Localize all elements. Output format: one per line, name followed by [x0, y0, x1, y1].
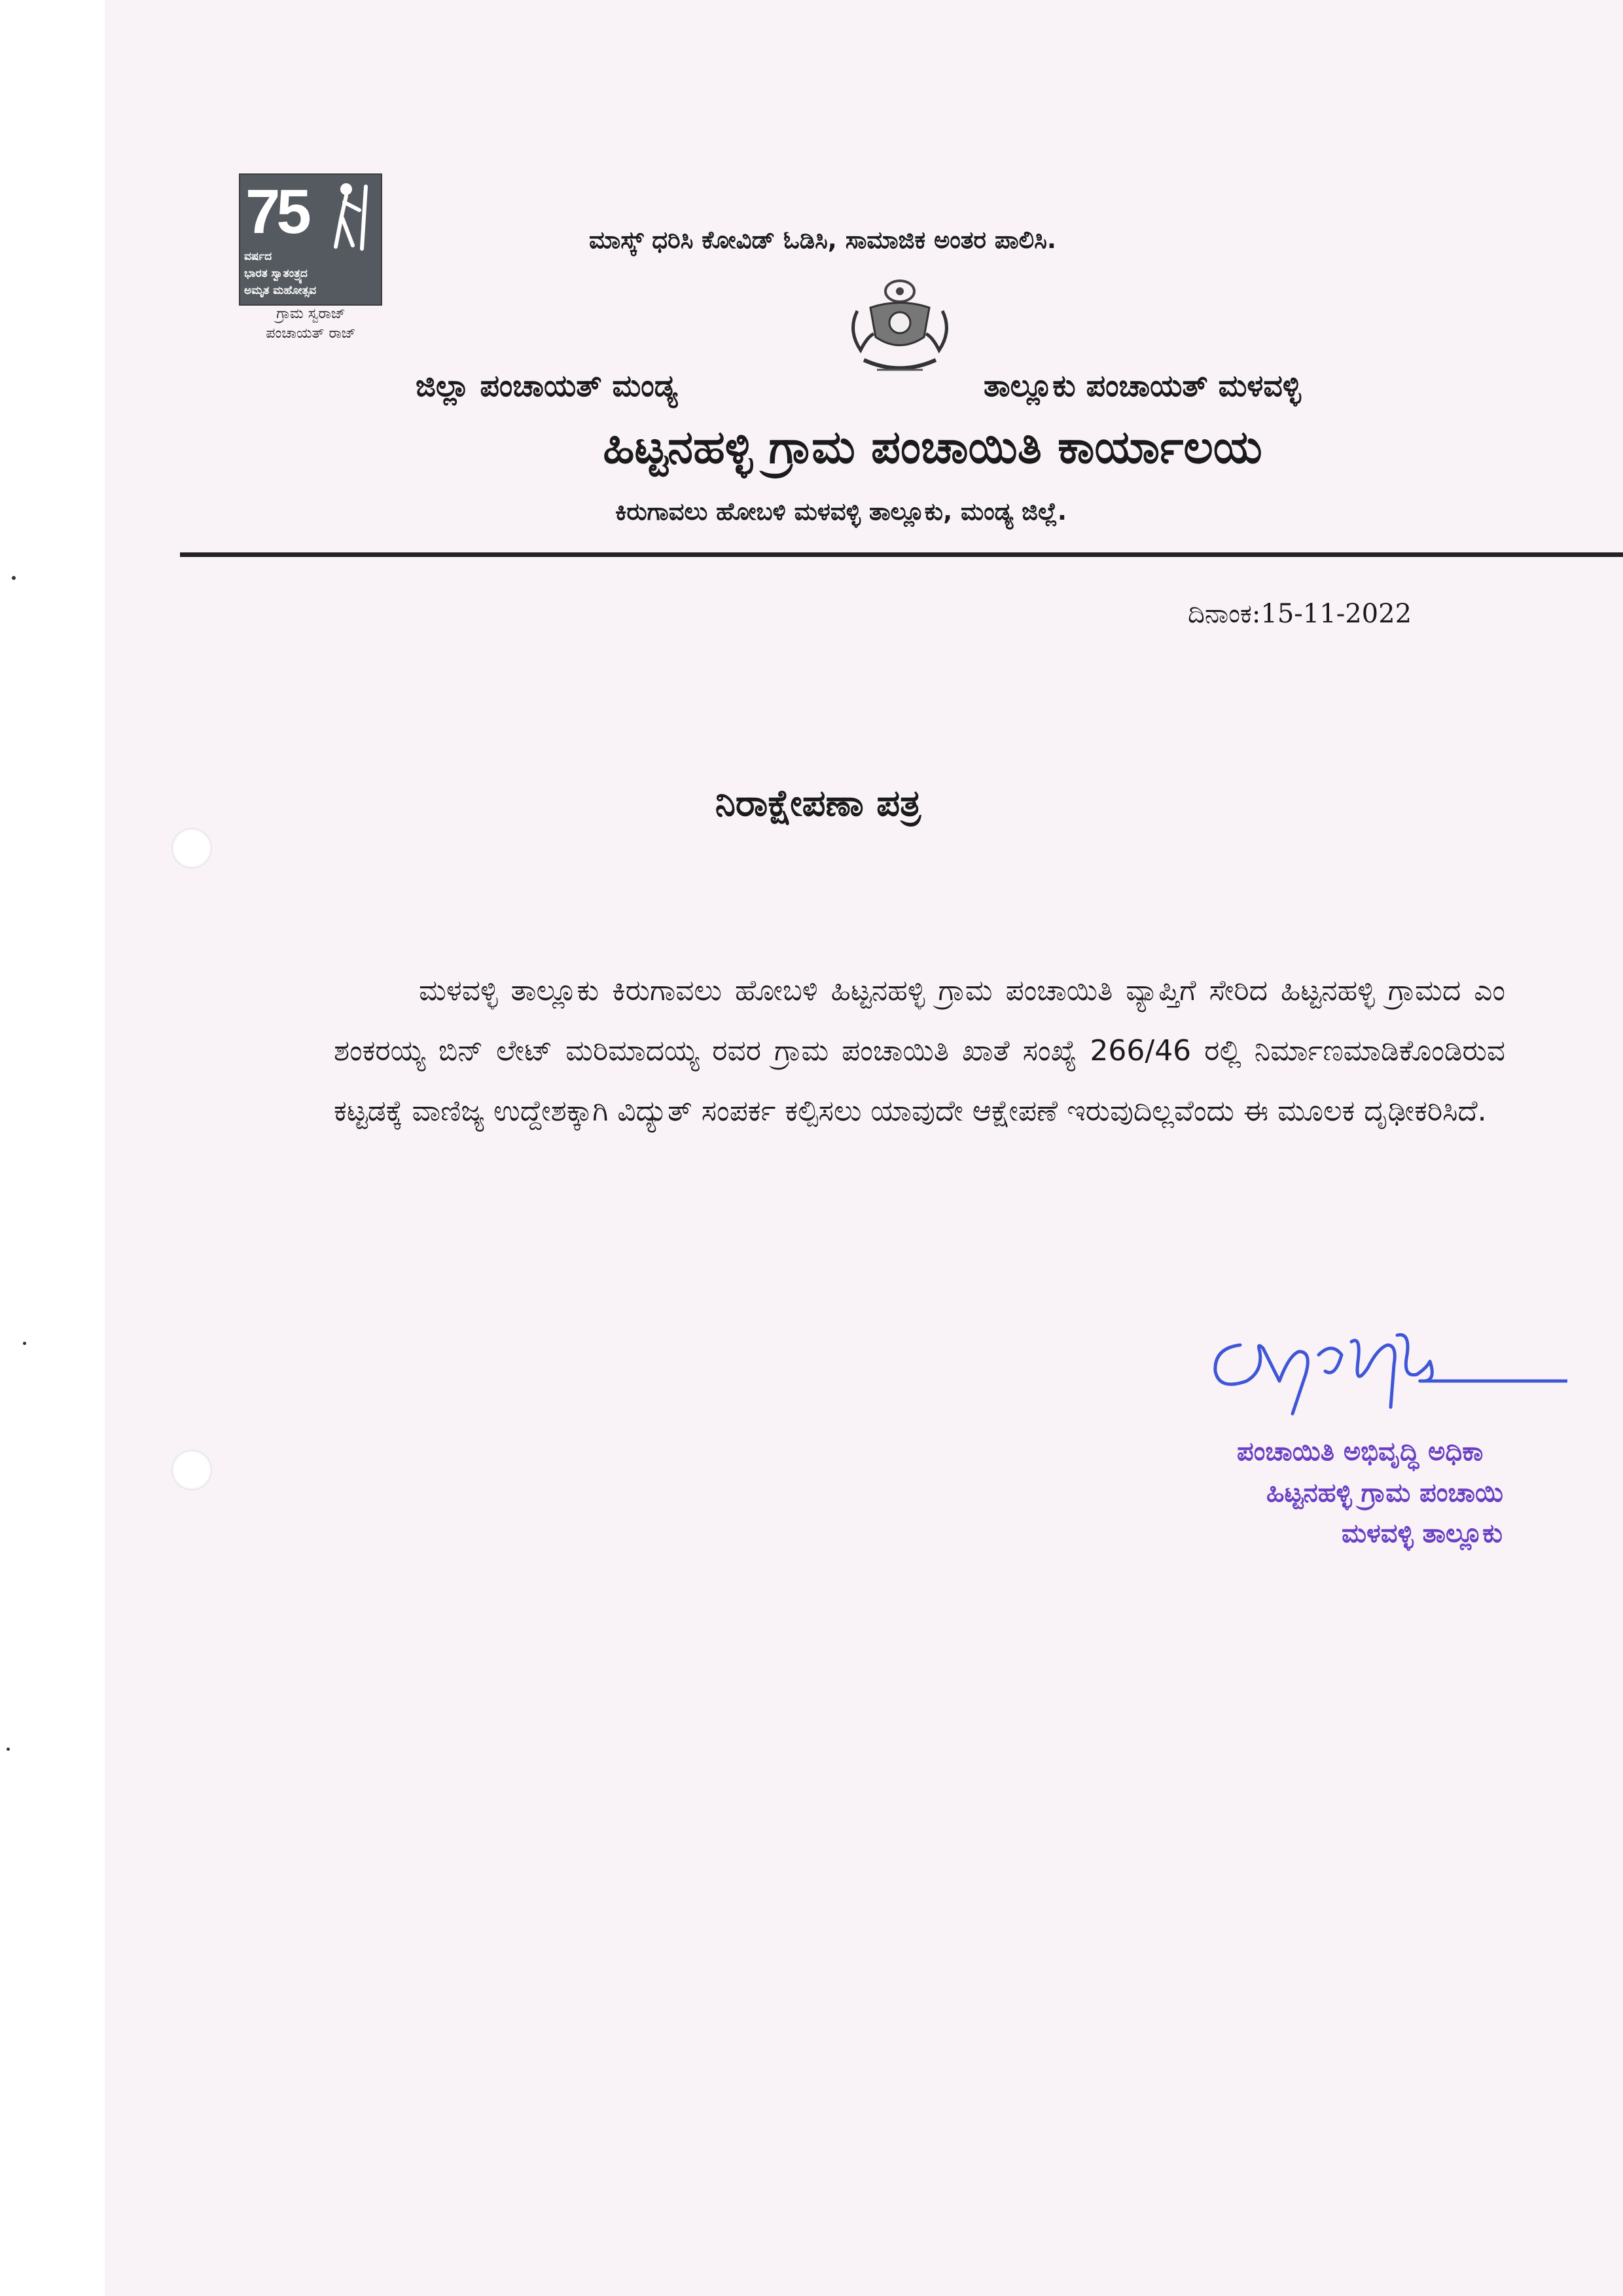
logo-caption — [223, 304, 399, 344]
logo-caption-line: ಗ್ರಾಮ ಸ್ವರಾಜ್ — [276, 306, 346, 322]
official-stamp-line: ಹಿಟ್ಟನಹಳ್ಳಿ ಗ್ರಾಮ ಪಂಚಾಯಿ — [1266, 1478, 1503, 1508]
karnataka-emblem-icon — [844, 272, 955, 383]
official-stamp-line: ಪಂಚಾಯಿತಿ ಅಭಿವೃದ್ಧಿ ಅಧಿಕಾ — [1237, 1437, 1484, 1467]
logo-line: ಭಾರತ ಸ್ವಾತಂತ್ರ್ಯದ — [244, 267, 308, 280]
office-title: ಹಿಟ್ಟನಹಳ್ಳಿ ಗ್ರಾಮ ಪಂಚಾಯಿತಿ ಕಾರ್ಯಾಲಯ — [603, 420, 1262, 474]
signature — [1201, 1316, 1567, 1420]
punch-hole-bottom — [171, 1450, 212, 1490]
covid-slogan: ಮಾಸ್ಕ್ ಧರಿಸಿ ಕೋವಿಡ್ ಓಡಿಸಿ, ಸಾಮಾಜಿಕ ಅಂತರ ಪಾಲಿಸಿ. — [589, 226, 1056, 254]
letter-date: ದಿನಾಂಕ:15-11-2022 — [1188, 599, 1412, 629]
taluk-panchayat: ತಾಲ್ಲೂಕು ಪಂಚಾಯತ್ ಮಳವಳ್ಳಿ — [984, 368, 1301, 403]
office-address: ಕಿರುಗಾವಲು ಹೋಬಳಿ ಮಳವಳ್ಳಿ ತಾಲ್ಲೂಕು, ಮಂಡ್ಯ ಜಿಲ್ಲೆ. — [615, 497, 1067, 526]
scan-speck — [23, 1342, 26, 1345]
punch-hole-top — [171, 828, 212, 869]
official-stamp-line: ಮಳವಳ್ಳಿ ತಾಲ್ಲೂಕು — [1342, 1518, 1503, 1549]
azadi-ka-amrit-mahotsav-logo — [239, 173, 382, 306]
logo-line: ವರ್ಷದ — [244, 250, 272, 263]
scan-speck — [12, 576, 16, 580]
scan-speck — [7, 1748, 10, 1751]
logo-line: ಅಮೃತ ಮಹೋತ್ಸವ — [244, 284, 317, 297]
letter-subject: ನಿರಾಕ್ಷೇಪಣಾ ಪತ್ರ — [715, 782, 921, 825]
logo-text — [244, 248, 375, 299]
district-panchayat: ಜಿಲ್ಲಾ ಪಂಚಾಯತ್ ಮಂಡ್ಯ — [416, 368, 678, 403]
header-divider — [180, 552, 1623, 557]
logo-number: 75 — [245, 177, 308, 247]
gandhi-walking-icon — [327, 180, 372, 252]
logo-caption-line: ಪಂಚಾಯತ್ ರಾಜ್ — [266, 325, 356, 342]
letter-body: ಮಳವಳ್ಳಿ ತಾಲ್ಲೂಕು ಕಿರುಗಾವಲು ಹೋಬಳಿ ಹಿಟ್ಟನಹಳ್ಳಿ ಗ್ರಾಮ ಪಂಚಾಯಿತಿ ವ್ಯಾಪ್ತಿಗೆ ಸೇರಿದ ಹಿಟ್ಟನಹಳ್ಳಿ ಗ್ರಾಮದ ಎಂ ಶಂಕರಯ್ಯ ಬಿನ್ ಲೇಟ್ ಮರಿಮಾದಯ್ಯ ರವರ ಗ್ರಾಮ ಪಂಚಾಯಿತಿ ಖಾತೆ ಸಂಖ್ಯೆ 266/46 ರಲ್ಲಿ ನಿರ್ಮಾಣಮಾಡಿಕೊಂಡಿರುವ ಕಟ್ಟಡಕ್ಕೆ ವಾಣಿಜ್ಯ ಉದ್ದೇಶಕ್ಕಾಗಿ ವಿದ್ಯುತ್ ಸಂಪರ್ಕ ಕಲ್ಪಿಸಲು ಯಾವುದೇ ಆಕ್ಷೇಪಣೆ ಇರುವುದಿಲ್ಲವೆಂದು ಈ ಮೂಲಕ ದೃಢೀಕರಿಸಿದೆ. — [334, 974, 1505, 1128]
